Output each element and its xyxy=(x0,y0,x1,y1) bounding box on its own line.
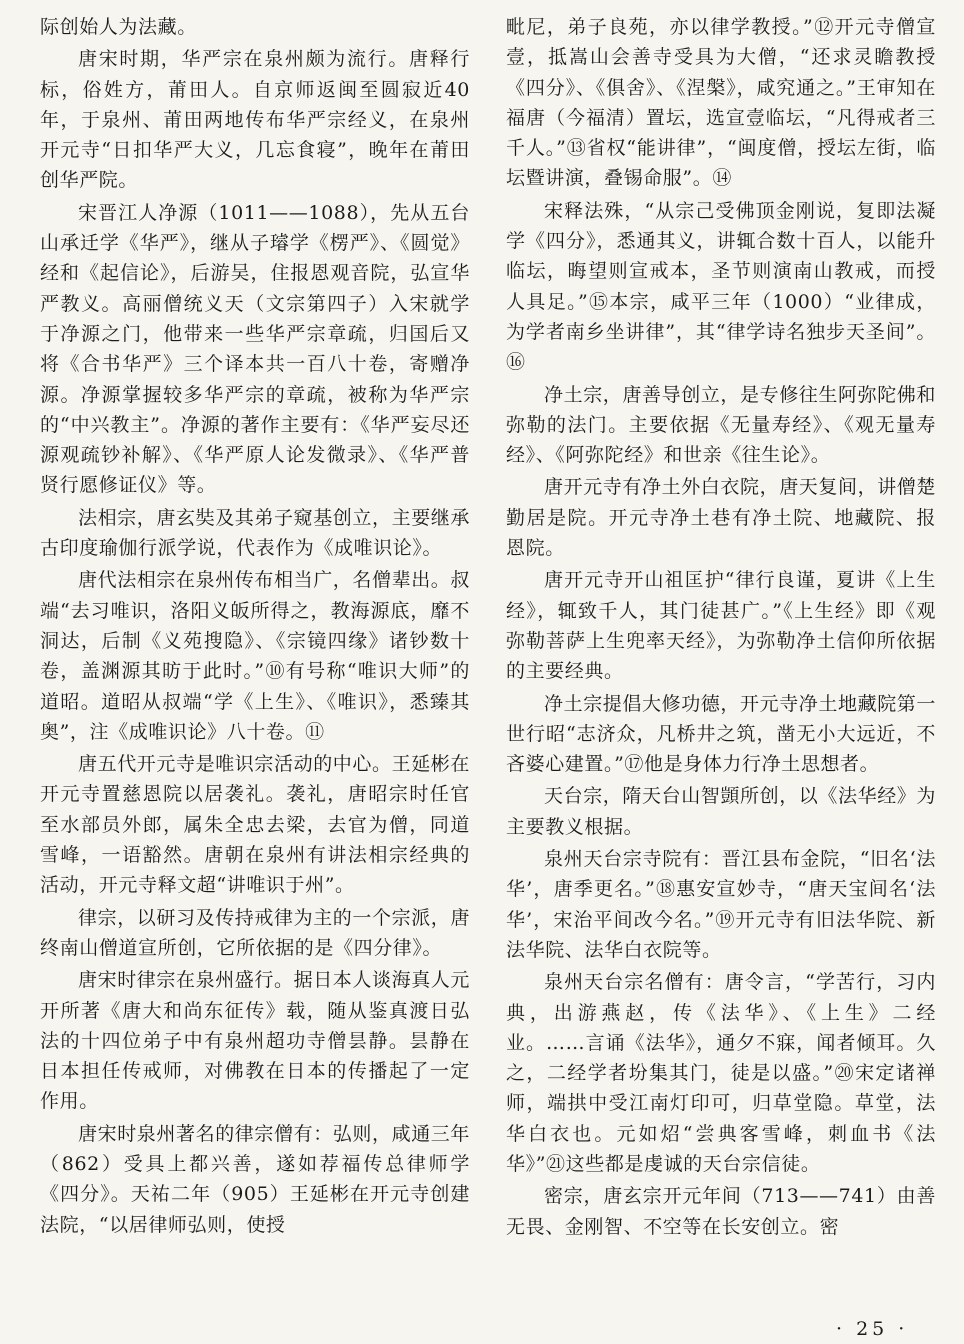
paragraph: 毗尼，弟子良苑，亦以律学教授。”⑫开元寺僧宣壹，抵嵩山会善寺受具为大僧，“还求灵瞻教授《四分》、《俱舍》、《涅槃》，咸究通之。”王审知在福唐（今福清）置坛，选宣壹临坛，“凡得戒者三千人。”⑬省权“能讲律”，“闽度僧，授坛左街，临坛暨讲演，叠锡命服”。⑭ xyxy=(506,16,936,190)
paragraph: 唐开元寺有净土外白衣院，唐天复间，讲僧楚勤居是院。开元寺净土巷有净土院、地藏院、报恩院。 xyxy=(506,476,937,560)
paragraph: 唐代法相宗在泉州传布相当广，名僧辈出。叔端“去习唯识，洛阳义皈所得之，教海源底，靡不洞达，后制《义苑搜隐》、《宗镜四缘》诸钞数十卷，盖渊源其昉于此时。”⑩有号称“唯识大师”的道昭。道昭从叔端“学《上生》、《唯识》，悉臻其奥”，注《成唯识论》八十卷。⑪ xyxy=(40,569,471,743)
paragraph: 天台宗，隋天台山智顗所创，以《法华经》为主要教义根据。 xyxy=(506,785,937,838)
paragraph: 法相宗，唐玄奘及其弟子窥基创立，主要继承古印度瑜伽行派学说，代表作为《成唯识论》。 xyxy=(40,506,471,560)
paragraph: 宋释法殊，“从宗己受佛顶金刚说，复即法凝学《四分》，悉通其义，讲辄合数十百人，以能升临坛，晦望则宣戒本，圣节则演南山教戒，而授人具足。”⑮本宗，咸平三年（1000）“业律成，为学者南乡坐讲律”，其“律学诗名独步天圣间”。⑯ xyxy=(506,199,936,374)
paragraph: 际创始人为法藏。 xyxy=(40,16,197,38)
paragraph: 泉州天台宗寺院有：晋江县布金院，“旧名‘法华’，唐季更名。”⑱惠安宣妙寺，“唐天宝间名‘法华’，宋治平间改今名。”⑲开元寺有旧法华院、新法华院、法华白衣院等。 xyxy=(506,848,936,961)
paragraph: 唐宋时泉州著名的律宗僧有：弘则，咸通三年（862）受具上都兴善，遂如荐福传总律师学《四分》。天祐二年（905）王延彬在开元寺创建法院，“以居律师弘则，使授 xyxy=(40,1122,471,1236)
paragraph: 唐五代开元寺是唯识宗活动的中心。王延彬在开元寺置慈恩院以居袭礼。袭礼，唐昭宗时任官至水部员外郎，属朱全忠去梁，去官为僧，同道雪峰，一语豁然。唐朝在泉州有讲法相宗经典的活动，开元寺释文超“讲唯识于州”。 xyxy=(40,753,471,897)
paragraph: 唐开元寺开山祖匡护“律行良谨，夏讲《上生经》，辄致千人，其门徒甚广。”《上生经》即《观弥勒菩萨上生兜率天经》，为弥勒净土信仰所依据的主要经典。 xyxy=(506,569,936,683)
paragraph: 泉州天台宗名僧有：唐令言，“学苦行，习内典，出游燕赵，传《法华》、《上生》二经业。……言诵《法华》，通夕不寐，闻者倾耳。久之，二经学者坋集其门，徒是以盛。”⑳宋定诸禅师，端拱中受江南灯印可，归草堂隐。草堂，法华白衣也。元如炤“尝典客雪峰，刺血书《法华》”㉑这些都是虔诚的天台宗信徒。 xyxy=(506,971,936,1175)
paragraph: 唐宋时律宗在泉州盛行。据日本人谈海真人元开所著《唐大和尚东征传》载，随从鉴真渡日弘法的十四位弟子中有泉州超功寺僧昙静。昙静在日本担任传戒师，对佛教在日本的传播起了一定作用。 xyxy=(40,969,471,1113)
paragraph: 净土宗，唐善导创立，是专修往生阿弥陀佛和弥勒的法门。主要依据《无量寿经》、《观无量寿经》、《阿弥陀经》和世亲《往生论》。 xyxy=(506,383,937,467)
paragraph: 唐宋时期，华严宗在泉州颇为流行。唐释行标，俗姓方，莆田人。自京师返闽至圆寂近40年，于泉州、莆田两地传布华严宗经义，在泉州开元寺“日扣华严大义，几忘食寝”，晚年在莆田创华严院。 xyxy=(40,48,470,192)
paragraph: 净土宗提倡大修功德，开元寺净土地藏院第一世行昭“志济众，凡桥井之筑，凿无小大远近，不吝婆心建置。”⑰他是身体力行净土思想者。 xyxy=(506,692,937,776)
page-number: · 25 · xyxy=(836,1318,909,1340)
paragraph: 律宗，以研习及传持戒律为主的一个宗派，唐终南山僧道宣所创，它所依据的是《四分律》。 xyxy=(40,906,471,959)
left-column xyxy=(40,12,470,1240)
paragraph: 密宗，唐玄宗开元年间（713——741）由善无畏、金刚智、不空等在长安创立。密 xyxy=(506,1185,936,1238)
paragraph: 宋晋江人净源（1011——1088），先从五台山承迁学《华严》，继从子璿学《楞严》、《圆觉》经和《起信论》，后游吴，住报恩观音院，弘宣华严教义。高丽僧统义天（文宗第四子）入宋就学于净源之门，他带来一些华严宗章疏，归国后又将《合书华严》三个译本共一百八十卷，寄赠净源。净源掌握较多华严宗的章疏，被称为华严宗的“中兴教主”。净源的著作主要有：《华严妄尽还源观疏钞补解》、《华严原人论发微录》、《华严普贤行愿修证仪》等。 xyxy=(40,201,470,497)
right-column xyxy=(506,12,936,1242)
